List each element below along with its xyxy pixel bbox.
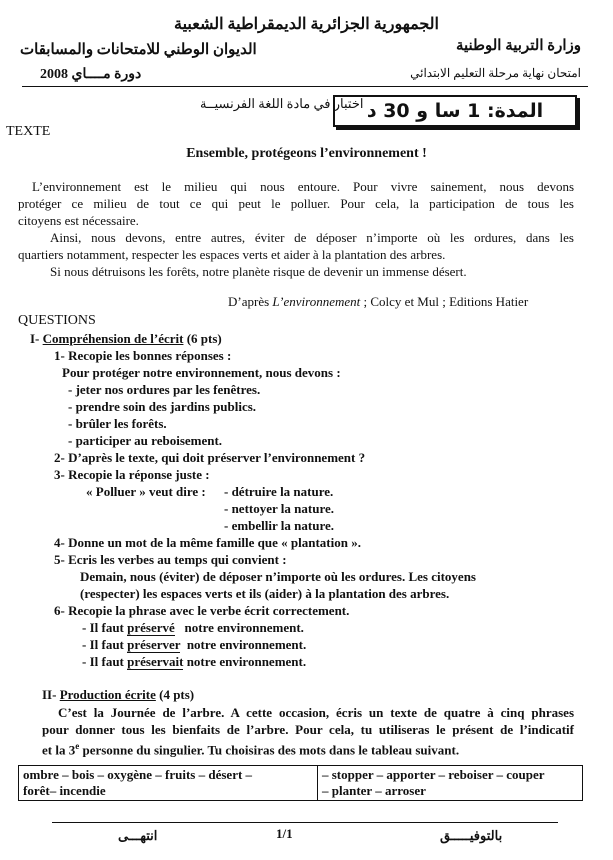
text-line: L’environnement est le milieu qui nous entoure. Pour vivre sainement, nous devons — [32, 179, 574, 194]
section2-line: pour donner tous les bienfaits de l’arbre. Pour cela, tu utiliseras le présent de l’indicatif — [42, 722, 574, 737]
nouns-cell — [19, 766, 318, 801]
text-line: Si nous détruisons les forêts, notre planète risque de devenir un immense désert. — [50, 264, 467, 279]
text-body — [18, 178, 574, 280]
question-6-option — [82, 654, 306, 670]
question-5-line: (respecter) les espaces verts et ils (aider) à la plantation des arbres. — [80, 586, 450, 601]
option-post: notre environnement. — [183, 654, 307, 669]
question-3-option: - nettoyer la nature. — [224, 501, 334, 516]
question-3-lead: « Polluer » veut dire : — [86, 484, 206, 499]
source-prefix: D’après — [228, 294, 273, 309]
superscript: e — [75, 741, 80, 751]
section2-line: et la 3e personne du singulier. Tu choisiras des mots dans le tableau suivant. — [42, 741, 460, 758]
section1-title: Compréhension de l’écrit — [42, 331, 184, 346]
text-label: TEXTE — [6, 124, 51, 139]
question-1-option: - jeter nos ordures par les fenêtres. — [68, 382, 261, 397]
question-1-option: - participer au reboisement. — [68, 433, 223, 448]
text-title: Ensemble, protégeons l’environnement ! — [186, 146, 427, 161]
question-1-intro: Pour protéger notre environnement, nous devons : — [62, 365, 341, 380]
text-line: citoyens est nécessaire. — [18, 213, 139, 228]
source-book: L’environnement — [272, 294, 361, 309]
header-republic: الجمهورية الجزائرية الديمقراطية الشعبية — [173, 16, 439, 33]
table-line: forêt– incendie — [23, 783, 106, 798]
header-office: الديوان الوطني للامتحانات والمسابقات — [20, 42, 257, 58]
question-6-option — [82, 637, 306, 653]
question-6: 6- Recopie la phrase avec le verbe écrit correctement. — [54, 603, 350, 618]
question-3: 3- Recopie la réponse juste : — [54, 467, 210, 482]
table-line: – stopper – apporter – reboiser – couper — [322, 767, 545, 782]
question-6-option — [82, 620, 304, 636]
footer-page: 1/1 — [276, 826, 293, 841]
table-line: – planter – arroser — [322, 783, 426, 798]
header-session: دورة مــــاي 2008 — [40, 67, 142, 82]
text-line: Ainsi, nous devons, entre autres, éviter de déposer n’importe où les ordures, dans les — [50, 230, 574, 245]
question-5: 5- Ecris les verbes au temps qui convient : — [54, 552, 287, 567]
section2-title: Production écrite — [59, 687, 156, 702]
footer-end: انتهـــى — [118, 828, 158, 843]
word-table — [18, 765, 583, 801]
question-2: 2- D’après le texte, qui doit préserver l’environnement ? — [54, 450, 366, 465]
question-1: 1- Recopie les bonnes réponses : — [54, 348, 232, 363]
section2-heading — [42, 687, 194, 703]
header-ministry: وزارة التربية الوطنية — [455, 38, 581, 54]
header-exam: امتحان نهاية مرحلة التعليم الابتدائي — [410, 66, 581, 80]
section2-num: II- — [42, 687, 60, 702]
section2-line: C’est la Journée de l’arbre. A cette occasion, écris un texte de quatre à cinq phrases — [58, 705, 574, 720]
section1-heading — [30, 331, 222, 347]
option-pre: - Il faut — [82, 637, 128, 652]
option-verb: préserver — [127, 637, 181, 652]
section1-points: (6 pts) — [183, 331, 222, 346]
option-post: notre environnement. — [180, 637, 307, 652]
question-4: 4- Donne un mot de la même famille que « plantation ». — [54, 535, 361, 550]
option-post: notre environnement. — [174, 620, 304, 635]
text-source — [228, 294, 528, 310]
questions-label: QUESTIONS — [18, 313, 96, 328]
source-suffix: ; Colcy et Mul ; Editions Hatier — [360, 294, 529, 309]
question-1-option: - prendre soin des jardins publics. — [68, 399, 257, 414]
header-rule — [22, 86, 588, 87]
section2-points: (4 pts) — [155, 687, 195, 702]
section2-body — [42, 704, 574, 758]
table-line: ombre – bois – oxygène – fruits – désert – — [23, 767, 253, 782]
text-line: quartiers notamment, respecter les espaces verts et aider à la plantation des arbres. — [18, 247, 446, 262]
option-pre: - Il faut — [82, 620, 128, 635]
header-subject: اختبار في مادة اللغة الفرنسيــة — [200, 96, 364, 111]
option-verb: préservé — [127, 620, 175, 635]
question-5-line: Demain, nous (éviter) de déposer n’importe où les ordures. Les citoyens — [80, 569, 476, 584]
option-verb: préservait — [127, 654, 184, 669]
option-pre: - Il faut — [82, 654, 128, 669]
duration-box: المدة: 1 سا و 30 د — [333, 95, 577, 127]
footer-rule — [52, 822, 558, 823]
table-row — [19, 766, 583, 801]
verbs-cell — [318, 766, 583, 801]
question-3-option: - détruire la nature. — [224, 484, 334, 499]
text-line: protéger ce milieu de tout ce qui peut le polluer. Pour cela, la participation de tous les — [18, 196, 574, 211]
footer-luck: بالتوفيـــــق — [440, 828, 503, 843]
question-1-option: - brûler les forêts. — [68, 416, 167, 431]
question-3-option: - embellir la nature. — [224, 518, 335, 533]
section1-num: I- — [30, 331, 43, 346]
